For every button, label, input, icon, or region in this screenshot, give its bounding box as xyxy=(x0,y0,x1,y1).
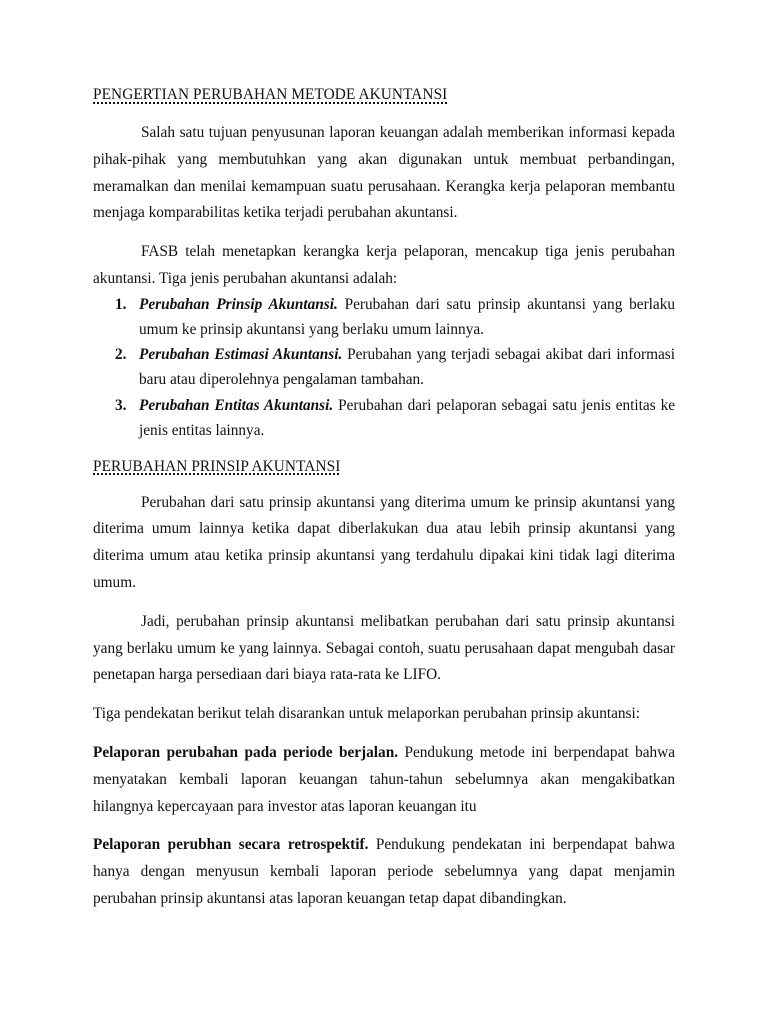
paragraph-example: Jadi, perubahan prinsip akuntansi melibatkan perubahan dari satu prinsip akuntansi yang berlaku umum ke yang lainnya. Sebagai contoh, suatu perusahaan dapat mengubah dasar penetapan harga persediaan dari biaya rata-rata ke LIFO. xyxy=(93,612,675,684)
paragraph-current-period xyxy=(93,740,675,820)
list-item-number: 2. xyxy=(115,346,127,364)
change-types-list xyxy=(93,293,675,444)
list-item-term: Perubahan Prinsip Akuntansi. xyxy=(139,295,338,313)
list-item xyxy=(93,293,675,343)
document-page xyxy=(93,84,675,913)
paragraph-approaches-intro: Tiga pendekatan berikut telah disarankan untuk melaporkan perubahan prinsip akuntansi: xyxy=(93,705,640,723)
list-item xyxy=(93,343,675,393)
list-item xyxy=(93,394,675,444)
list-item-term: Perubahan Entitas Akuntansi. xyxy=(139,396,334,414)
list-item-number: 3. xyxy=(115,396,127,414)
list-item-text: Perubahan dari pelaporan sebagai satu jenis entitas ke jenis entitas lainnya. xyxy=(139,396,676,439)
section-heading-prinsip: PERUBAHAN PRINSIP AKUNTANSI xyxy=(93,457,341,475)
approach-text: Pendukung pendekatan ini berpendapat bahwa hanya dengan menyusun kembali laporan periode sebelumnya yang dapat menjamin perubahan prinsip akuntansi atas laporan keuangan tetap dapat dibandingkan. xyxy=(93,836,675,907)
list-item-number: 1. xyxy=(115,295,127,313)
approach-text: Pendukung metode ini berpendapat bahwa menyatakan kembali laporan keuangan tahun-tahun sebelumnya akan mengakibatkan hilangnya kepercayaan para investor atas laporan keuangan itu xyxy=(93,743,675,815)
approach-lead: Pelaporan perubahan pada periode berjalan. xyxy=(93,743,399,761)
paragraph-definition: Perubahan dari satu prinsip akuntansi yang diterima umum ke prinsip akuntansi yang diterima umum lainnya ketika dapat diberlakukan dua atau lebih prinsip akuntansi yang diterima umum atau ketika prinsip akuntansi yang terdahulu dipakai kini tidak lagi diterima umum. xyxy=(93,493,675,591)
paragraph-fasb: FASB telah menetapkan kerangka kerja pelaporan, mencakup tiga jenis perubahan akuntansi. Tiga jenis perubahan akuntansi adalah: xyxy=(93,243,675,287)
list-item-text: Perubahan yang terjadi sebagai akibat dari informasi baru atau diperolehnya pengalaman tambahan. xyxy=(139,346,675,389)
approach-lead: Pelaporan perubhan secara retrospektif. xyxy=(93,836,369,854)
list-item-text: Perubahan dari satu prinsip akuntansi yang berlaku umum ke prinsip akuntansi yang berlaku umum lainnya. xyxy=(139,295,676,338)
list-item-term: Perubahan Estimasi Akuntansi. xyxy=(139,346,343,364)
paragraph-retrospective xyxy=(93,832,675,912)
section-heading-pengertian: PENGERTIAN PERUBAHAN METODE AKUNTANSI xyxy=(93,86,448,103)
paragraph-intro: Salah satu tujuan penyusunan laporan keuangan adalah memberikan informasi kepada pihak-pihak yang membutuhkan yang akan digunakan untuk membuat perbandingan, meramalkan dan menilai kemampuan suatu perusahaan. Kerangka kerja pelaporan membantu menjaga komparabilitas ketika terjadi perubahan akuntansi. xyxy=(93,124,675,222)
